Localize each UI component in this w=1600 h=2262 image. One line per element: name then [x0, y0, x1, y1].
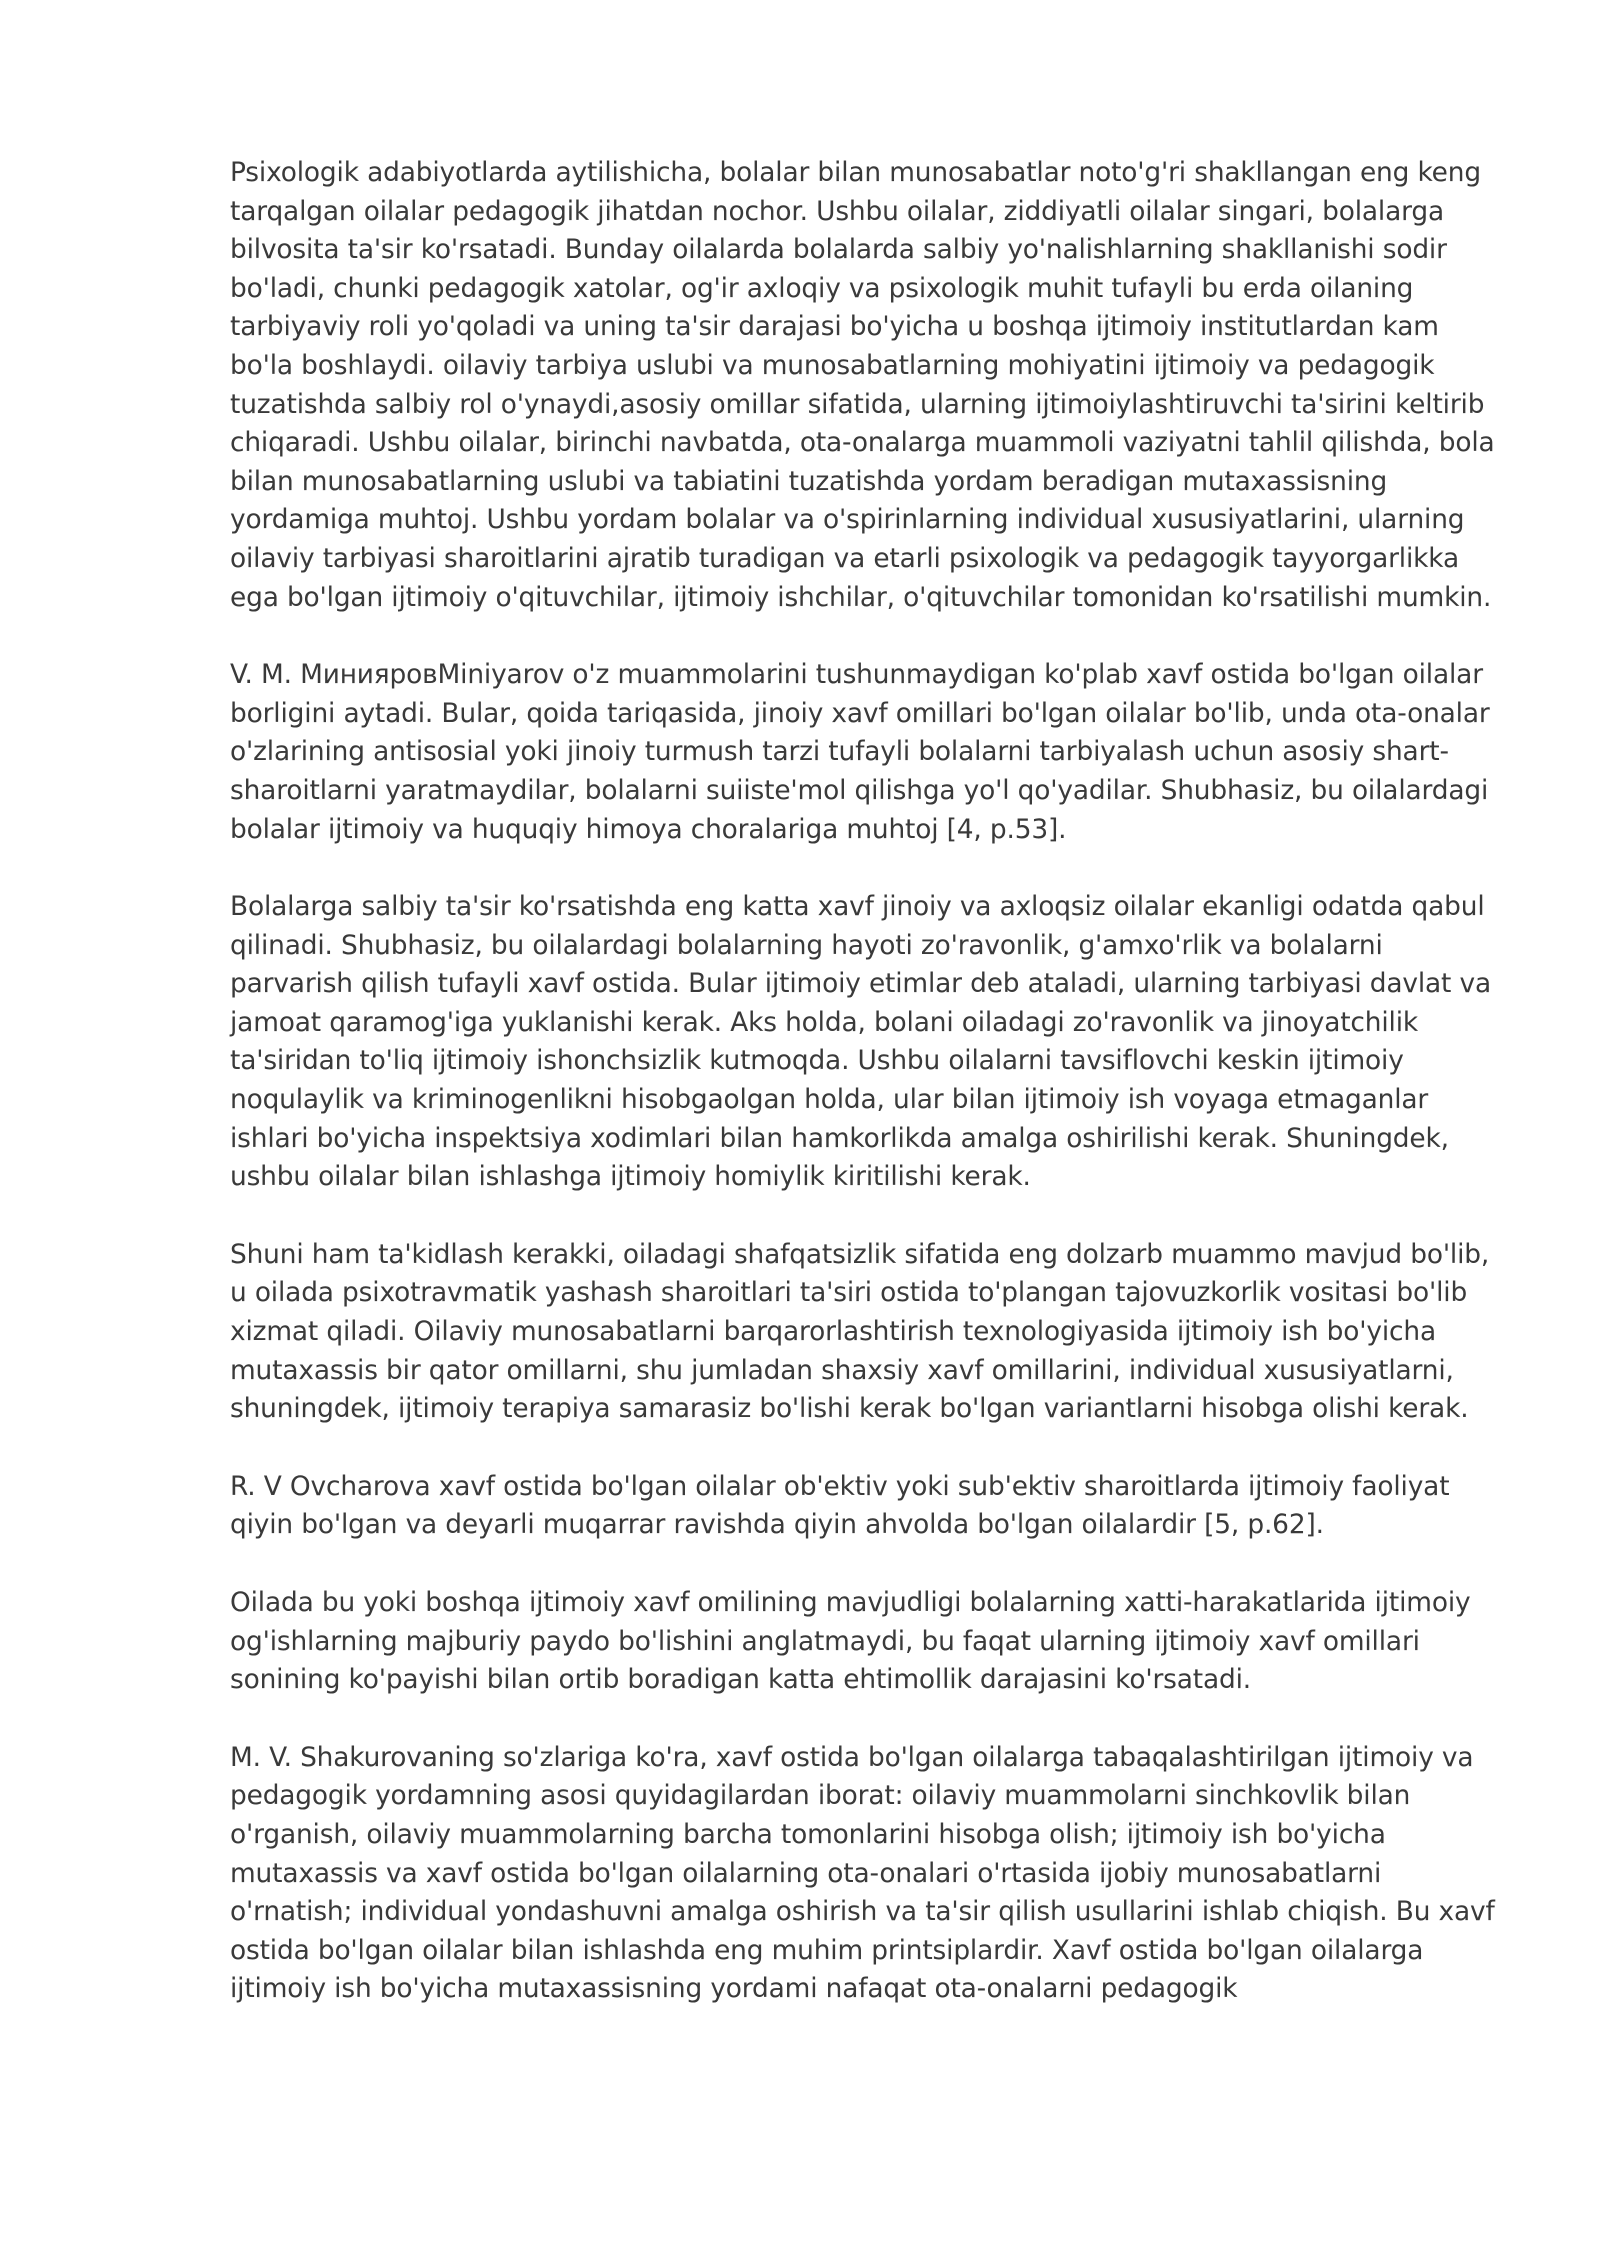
paragraph-3: Bolalarga salbiy ta'sir ko'rsatishda eng katta xavf jinoiy va axloqsiz oilalar ekanligi odatda qabul qilinadi. Shubhasiz, bu oilalardagi bolalarning hayoti zo'ravonlik, g'amxo'rlik va bolalarni parvarish qilish tufayli xavf ostida. Bular ijtimoiy etimlar deb ataladi, ularning tarbiyasi davlat va jamoat qaramog'iga yuklanishi kerak. Aks holda, bolani oiladagi zo'ravonlik va jinoyatchilik ta'siridan to'liq ijtimoiy ishonchsizlik kutmoqda. Ushbu oilalarni tavsiflovchi keskin ijtimoiy noqulaylik va kriminogenlikni hisobgaolgan holda, ular bilan ijtimoiy ish voyaga etmaganlar ishlari bo'yicha inspektsiya xodimlari bilan hamkorlikda amalga oshirilishi kerak. Shuningdek, ushbu oilalar bilan ishlashga ijtimoiy homiylik kiritilishi kerak.	[230, 891, 1491, 1193]
paragraph-5: R. V Ovcharova xavf ostida bo'lgan oilalar ob'ektiv yoki sub'ektiv sharoitlarda ijtimoiy faoliyat qiyin bo'lgan va deyarli muqarrar ravishda qiyin ahvolda bo'lgan oilalardir [5, p.62].	[230, 1470, 1450, 1541]
paragraph-2: V. M. МинияровMiniyarov o'z muammolarini tushunmaydigan ko'plab xavf ostida bo'lgan oilalar borligini aytadi. Bular, qoida tariqasida, jinoiy xavf omillari bo'lgan oilalar bo'lib, unda ota-onalar o'zlarining antisosial yoki jinoiy turmush tarzi tufayli bolalarni tarbiyalash uchun asosiy shart-sharoitlarni yaratmaydilar, bolalarni suiiste'mol qilishga yo'l qo'yadilar. Shubhasiz, bu oilalardagi bolalar ijtimoiy va huquqiy himoya choralariga muhtoj [4, p.53].	[230, 659, 1490, 845]
paragraph-1: Psixologik adabiyotlarda aytilishicha, bolalar bilan munosabatlar noto'g'ri shakllangan eng keng tarqalgan oilalar pedagogik jihatdan nochor. Ushbu oilalar, ziddiyatli oilalar singari, bolalarga bilvosita ta'sir ko'rsatadi. Bunday oilalarda bolalarda salbiy yo'nalishlarning shakllanishi sodir bo'ladi, chunki pedagogik xatolar, og'ir axloqiy va psixologik muhit tufayli bu erda oilaning tarbiyaviy roli yo'qoladi va uning ta'sir darajasi bo'yicha u boshqa ijtimoiy institutlardan kam bo'la boshlaydi. oilaviy tarbiya uslubi va munosabatlarning mohiyatini ijtimoiy va pedagogik tuzatishda salbiy rol o'ynaydi,asosiy omillar sifatida, ularning ijtimoiylashtiruvchi ta'sirini keltirib chiqaradi. Ushbu oilalar, birinchi navbatda, ota-onalarga muammoli vaziyatni tahlil qilishda, bola bilan munosabatlarning uslubi va tabiatini tuzatishda yordam beradigan mutaxassisning yordamiga muhtoj. Ushbu yordam bolalar va o'spirinlarning individual xususiyatlarini, ularning oilaviy tarbiyasi sharoitlarini ajratib turadigan va etarli psixologik va pedagogik tayyorgarlikka ega bo'lgan ijtimoiy o'qituvchilar, ijtimoiy ishchilar, o'qituvchilar tomonidan ko'rsatilishi mumkin.	[230, 157, 1495, 613]
document-body	[230, 154, 1500, 2048]
paragraph-7: M. V. Shakurovaning so'zlariga ko'ra, xavf ostida bo'lgan oilalarga tabaqalashtirilgan ijtimoiy va pedagogik yordamning asosi quyidagilardan iborat: oilaviy muammolarni sinchkovlik bilan o'rganish, oilaviy muammolarning barcha tomonlarini hisobga olish; ijtimoiy ish bo'yicha mutaxassis va xavf ostida bo'lgan oilalarning ota-onalari o'rtasida ijobiy munosabatlarni o'rnatish; individual yondashuvni amalga oshirish va ta'sir qilish usullarini ishlab chiqish. Bu xavf ostida bo'lgan oilalar bilan ishlashda eng muhim printsiplardir. Xavf ostida bo'lgan oilalarga ijtimoiy ish bo'yicha mutaxassisning yordami nafaqat ota-onalarni pedagogik	[230, 1741, 1495, 2005]
paragraph-4: Shuni ham ta'kidlash kerakki, oiladagi shafqatsizlik sifatida eng dolzarb muammo mavjud bo'lib, u oilada psixotravmatik yashash sharoitlari ta'siri ostida to'plangan tajovuzkorlik vositasi bo'lib xizmat qiladi. Oilaviy munosabatlarni barqarorlashtirish texnologiyasida ijtimoiy ish bo'yicha mutaxassis bir qator omillarni, shu jumladan shaxsiy xavf omillarini, individual xususiyatlarni, shuningdek, ijtimoiy terapiya samarasiz bo'lishi kerak bo'lgan variantlarni hisobga olishi kerak.	[230, 1238, 1490, 1425]
paragraph-6: Oilada bu yoki boshqa ijtimoiy xavf omilining mavjudligi bolalarning xatti-harakatlarida ijtimoiy og'ishlarning majburiy paydo bo'lishini anglatmaydi, bu faqat ularning ijtimoiy xavf omillari sonining ko'payishi bilan ortib boradigan katta ehtimollik darajasini ko'rsatadi.	[230, 1587, 1471, 1696]
